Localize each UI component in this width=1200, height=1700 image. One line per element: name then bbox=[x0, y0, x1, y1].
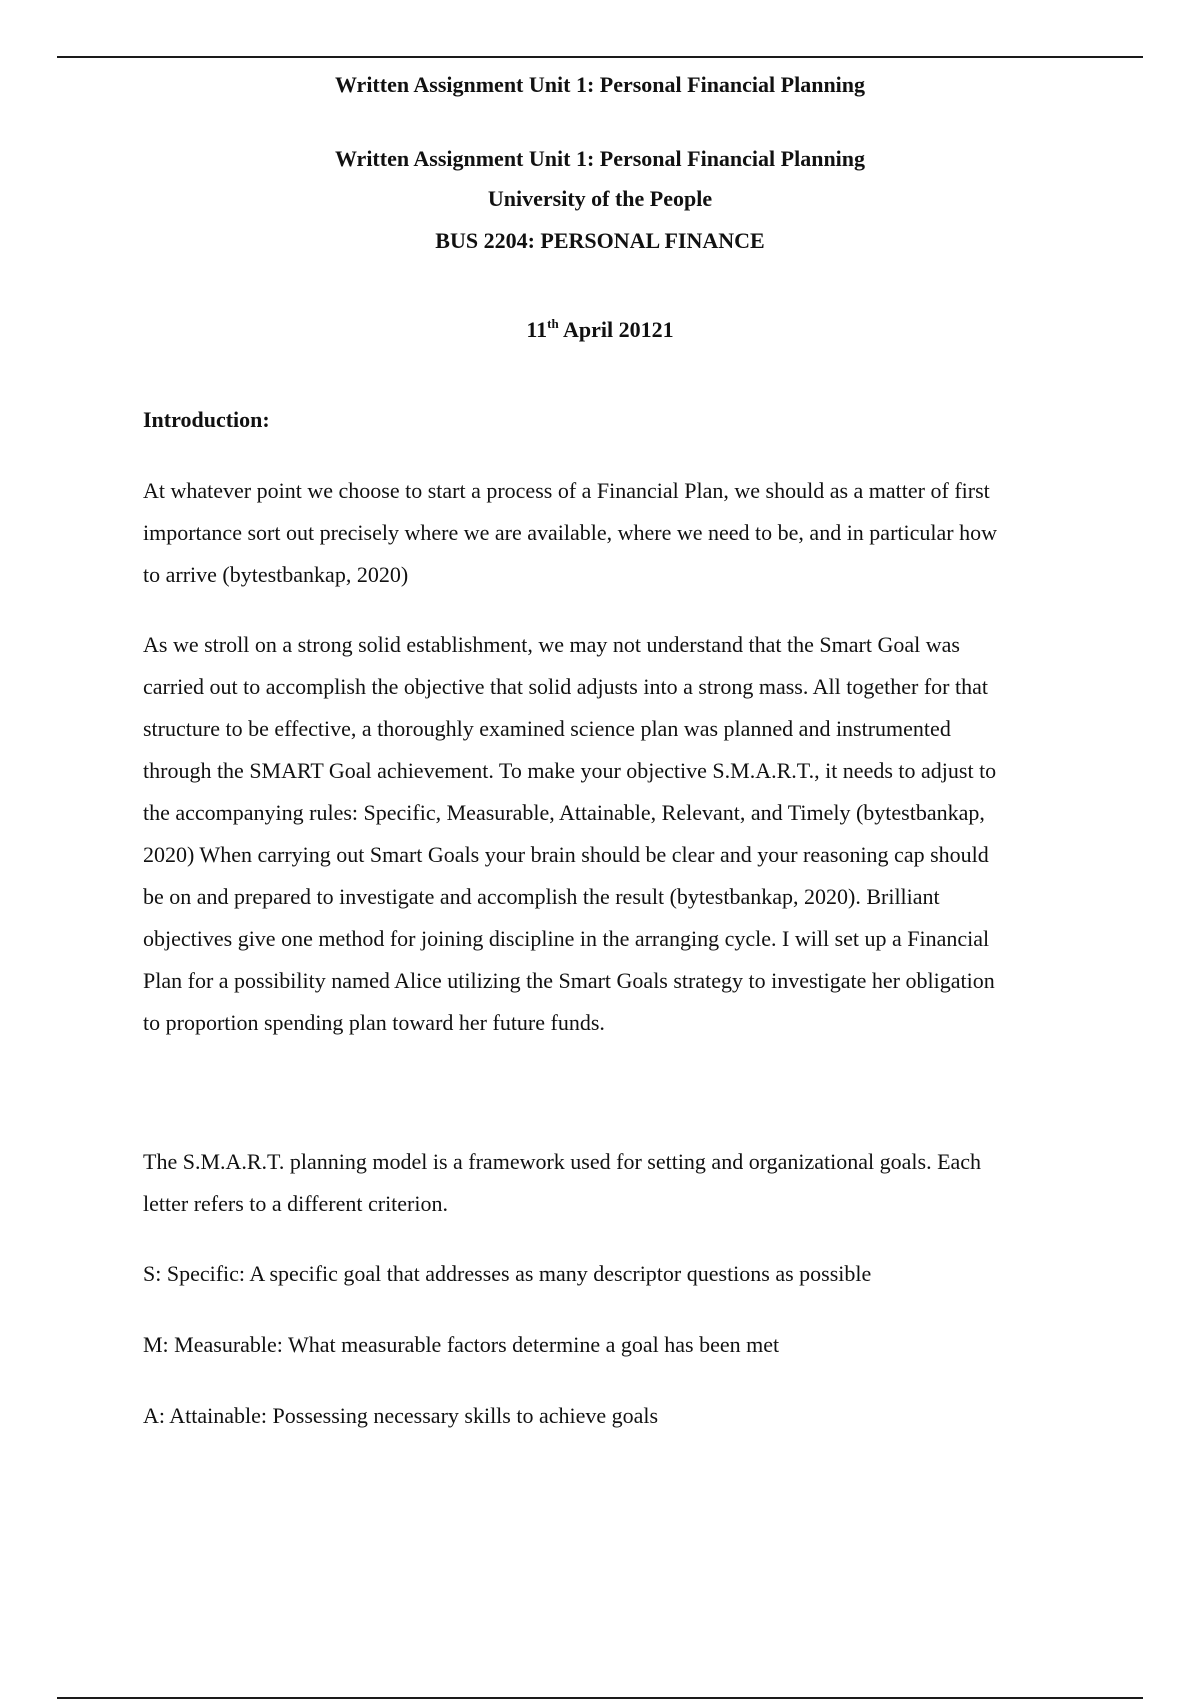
paragraph-line: structure to be effective, a thoroughly examined science plan was planned and instrumented bbox=[143, 716, 951, 741]
paragraph-smart-model bbox=[143, 1141, 1093, 1225]
paragraph-line: Plan for a possibility named Alice utilizing the Smart Goals strategy to investigate her obligation bbox=[143, 968, 995, 993]
introduction-heading: Introduction: bbox=[143, 407, 270, 432]
paragraph-line: letter refers to a different criterion. bbox=[143, 1191, 448, 1216]
paragraph-line: to arrive (bytestbankap, 2020) bbox=[143, 562, 409, 587]
paragraph-line: objectives give one method for joining discipline in the arranging cycle. I will set up a Financial bbox=[143, 926, 990, 951]
running-header-title: Written Assignment Unit 1: Personal Financial Planning bbox=[334, 72, 866, 97]
document-title: Written Assignment Unit 1: Personal Financial Planning bbox=[334, 146, 866, 171]
date-suffix: th bbox=[547, 316, 559, 331]
paragraph-line: be on and prepared to investigate and accomplish the result (bytestbankap, 2020). Brilliant bbox=[143, 884, 940, 909]
smart-item-measurable: M: Measurable: What measurable factors determine a goal has been met bbox=[143, 1332, 780, 1357]
paragraph-smart-goals bbox=[143, 624, 1093, 1044]
paragraph-line: through the SMART Goal achievement. To make your objective S.M.A.R.T., it needs to adjust to bbox=[143, 758, 997, 783]
date-day: 11 bbox=[526, 317, 548, 342]
institution-name: University of the People bbox=[487, 186, 713, 211]
paragraph-line: the accompanying rules: Specific, Measurable, Attainable, Relevant, and Timely (bytestbankap, bbox=[143, 800, 985, 825]
date-month-year: April 20121 bbox=[558, 317, 674, 342]
paragraph-line: At whatever point we choose to start a process of a Financial Plan, we should as a matter of first bbox=[143, 478, 990, 503]
smart-item-attainable: A: Attainable: Possessing necessary skills to achieve goals bbox=[143, 1403, 659, 1428]
paragraph-line: 2020) When carrying out Smart Goals your brain should be clear and your reasoning cap should bbox=[143, 842, 989, 867]
paragraph-line: importance sort out precisely where we are available, where we need to be, and in particular how bbox=[143, 520, 997, 545]
paragraph-line: carried out to accomplish the objective that solid adjusts into a strong mass. All together for that bbox=[143, 674, 988, 699]
paragraph-line: The S.M.A.R.T. planning model is a framework used for setting and organizational goals. Each bbox=[143, 1149, 982, 1174]
paragraph-line: to proportion spending plan toward her future funds. bbox=[143, 1010, 605, 1035]
bottom-rule bbox=[57, 1697, 1143, 1699]
top-rule bbox=[57, 56, 1143, 58]
document-date bbox=[0, 316, 1200, 344]
course-code: BUS 2204: PERSONAL FINANCE bbox=[435, 228, 765, 253]
smart-item-specific: S: Specific: A specific goal that addresses as many descriptor questions as possible bbox=[143, 1261, 872, 1286]
paragraph-line: As we stroll on a strong solid establishment, we may not understand that the Smart Goal was bbox=[143, 632, 960, 657]
paragraph-intro bbox=[143, 470, 1093, 596]
